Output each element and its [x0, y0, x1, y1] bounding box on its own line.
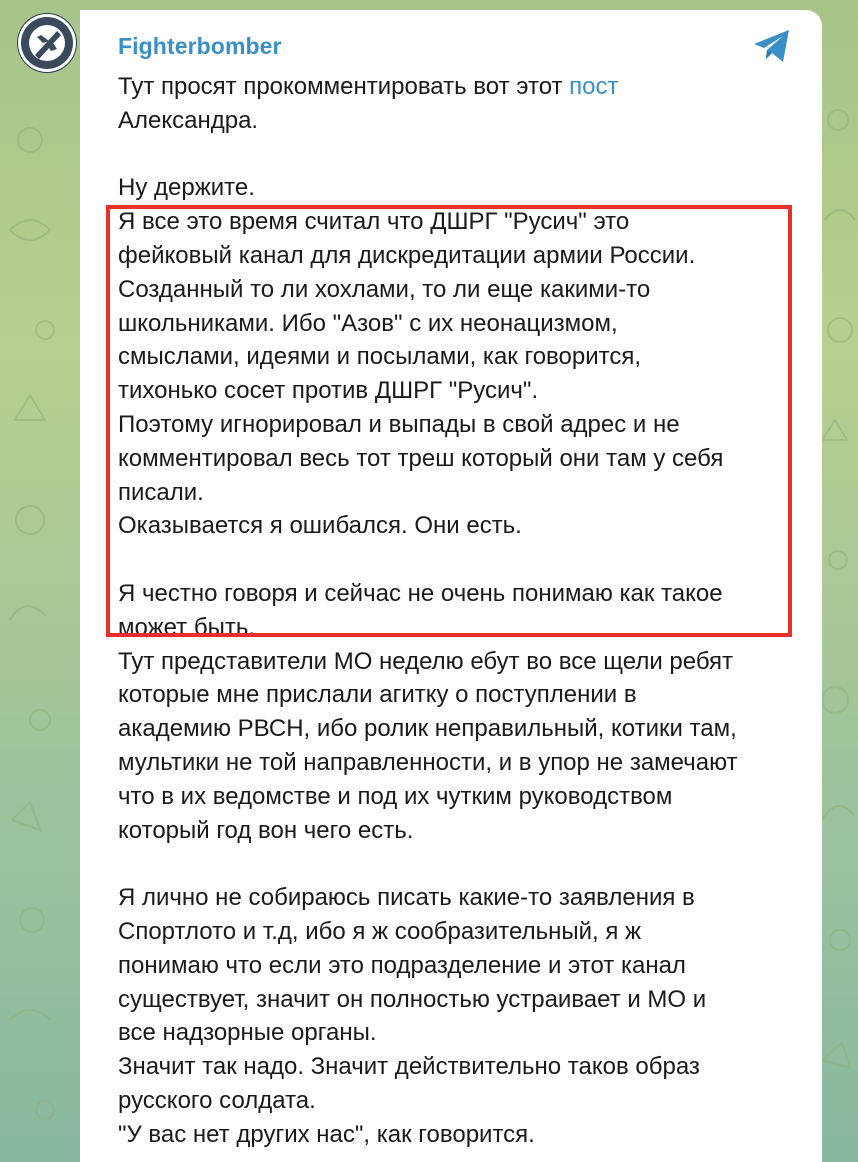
- message-line: Ну держите.: [118, 174, 255, 202]
- telegram-icon[interactable]: [752, 28, 792, 64]
- message-line: Я лично не собираюсь писать какие-то заявления в: [118, 884, 695, 912]
- message-line: которые мне прислали агитку о поступлении в: [118, 681, 637, 709]
- quoted-line: тихонько сосет против ДШРГ "Русич".: [118, 377, 539, 405]
- quoted-line: писали.: [118, 478, 204, 506]
- post-link[interactable]: пост: [569, 73, 619, 100]
- quoted-line: фейковый канал для дискредитации армии России.: [118, 241, 696, 269]
- message-intro-line: [118, 70, 808, 104]
- quoted-line: Поэтому игнорировал и выпады в свой адрес и не: [118, 410, 680, 438]
- message-line: мультики не той направленности, и в упор не замечают: [118, 748, 738, 776]
- quoted-line: может быть.: [118, 613, 256, 641]
- quote-highlight-box: [106, 205, 792, 637]
- quoted-line: Я честно говоря и сейчас не очень понимаю как такое: [118, 579, 723, 607]
- fighterbomber-logo-icon: [17, 13, 77, 73]
- message-line: существует, значит он полностью устраивает и МО и: [118, 985, 707, 1013]
- message-line: понимаю что если это подразделение и этот канал: [118, 951, 686, 979]
- quoted-line: Оказывается я ошибался. Они есть.: [118, 512, 522, 540]
- quoted-line: Созданный то ли хохлами, то ли еще какими-то: [118, 275, 651, 303]
- message-line: "У вас нет других нас", как говорится.: [118, 1120, 535, 1148]
- quoted-line: Я все это время считал что ДШРГ "Русич" это: [118, 208, 630, 236]
- message-line: Значит так надо. Значит действительно таков образ: [118, 1053, 700, 1081]
- message-line: что в их ведомстве и под их чутким руководством: [118, 782, 673, 810]
- message-line: русского солдата.: [118, 1086, 316, 1114]
- intro-text: Тут просят прокомментировать вот этот: [118, 73, 570, 100]
- message-line: все надзорные органы.: [118, 1019, 377, 1047]
- message-line: Александра.: [118, 106, 259, 134]
- message-line: который год вон чего есть.: [118, 816, 414, 844]
- message-line: Спортлото и т.д, ибо я ж сообразительный, я ж: [118, 917, 642, 945]
- quoted-line: школьниками. Ибо "Азов" с их неонацизмом,: [118, 309, 618, 337]
- channel-avatar[interactable]: [17, 13, 77, 73]
- message-line: Тут представители МО неделю ебут во все щели ребят: [118, 647, 734, 675]
- quoted-line: комментировал весь тот треш который они там у себя: [118, 444, 724, 472]
- message-line: академию РВСН, ибо ролик неправильный, котики там,: [118, 715, 737, 743]
- quoted-line: смыслами, идеями и посылами, как говорится,: [118, 343, 642, 371]
- channel-name[interactable]: Fighterbomber: [118, 33, 282, 59]
